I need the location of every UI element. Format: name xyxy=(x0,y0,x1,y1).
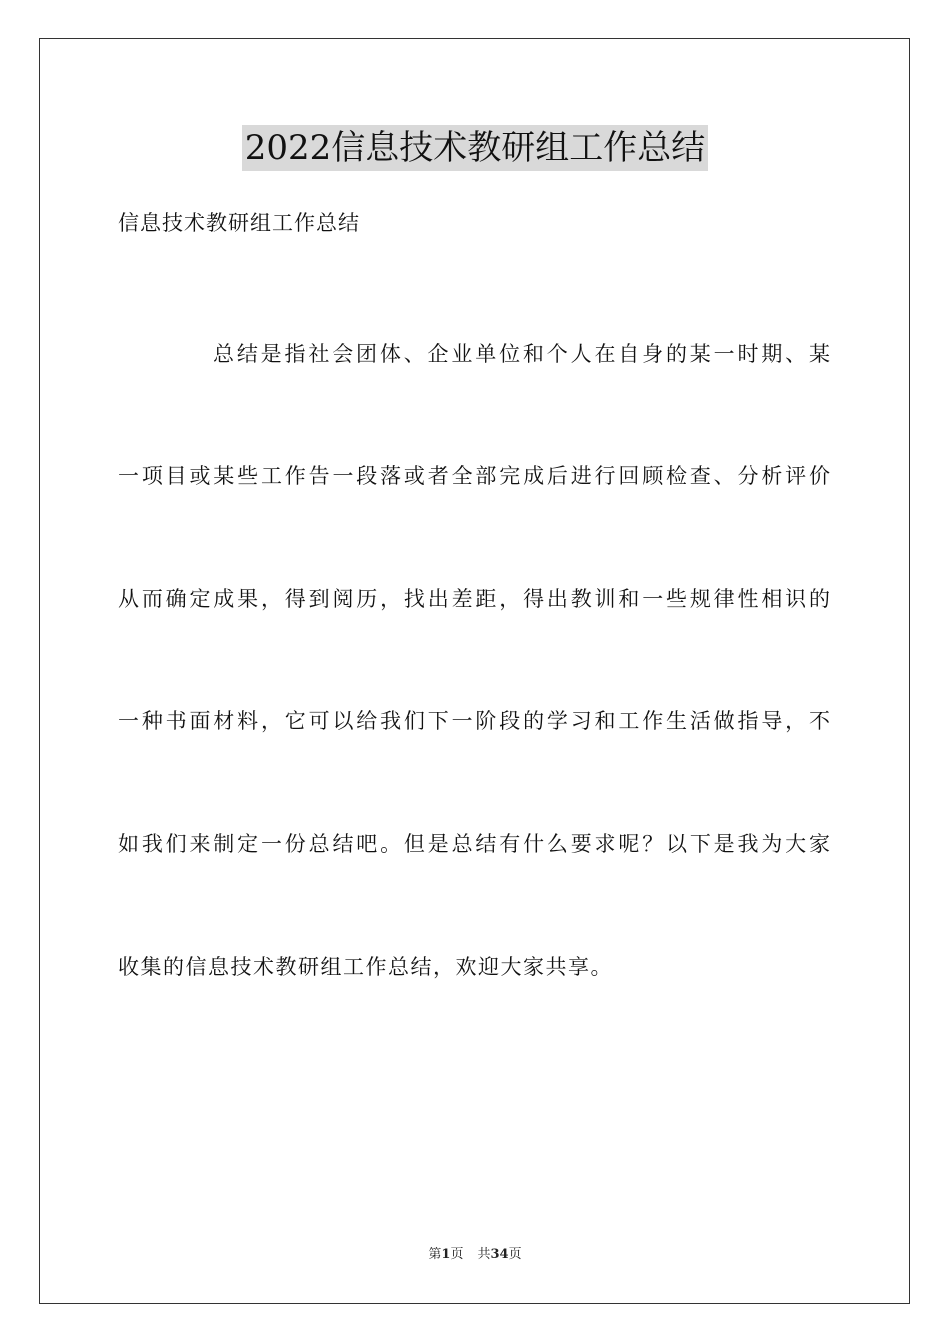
footer-total-prefix: 共 xyxy=(477,1247,491,1262)
footer-total-pages: 34 xyxy=(490,1247,509,1262)
paragraph-line: 一种书面材料，它可以给我们下一阶段的学习和工作生活做指导，不 xyxy=(118,709,830,733)
document-title: 2022信息技术教研组工作总结 xyxy=(242,125,709,171)
paragraph-line: 一项目或某些工作告一段落或者全部完成后进行回顾检查、分析评价 xyxy=(118,464,830,488)
page-footer xyxy=(0,1246,950,1264)
footer-current-page: 1 xyxy=(441,1247,451,1262)
document-subtitle: 信息技术教研组工作总结 xyxy=(118,211,360,235)
document-title-container xyxy=(0,125,950,171)
paragraph-line: 总结是指社会团体、企业单位和个人在自身的某一时期、某 xyxy=(213,342,830,366)
footer-page-prefix: 第 xyxy=(428,1247,442,1262)
footer-page-word: 页 xyxy=(450,1247,464,1262)
paragraph-line: 收集的信息技术教研组工作总结，欢迎大家共享。 xyxy=(118,955,613,979)
footer-total-suffix: 页 xyxy=(508,1247,522,1262)
paragraph-line: 从而确定成果，得到阅历，找出差距，得出教训和一些规律性相识的 xyxy=(118,587,830,611)
paragraph-line: 如我们来制定一份总结吧。但是总结有什么要求呢？以下是我为大家 xyxy=(118,832,830,856)
